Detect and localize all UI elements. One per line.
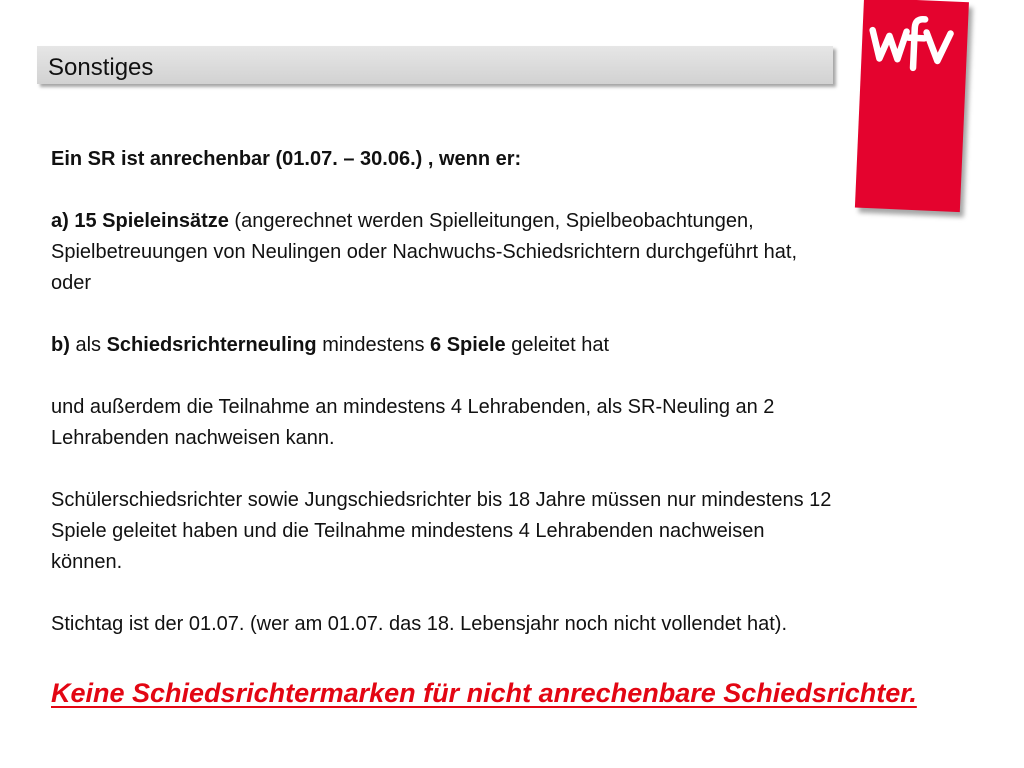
condition-b-text-3: geleitet hat [505,334,610,356]
page-title: Sonstiges [48,54,154,81]
spacer [51,454,981,485]
content-body [51,144,981,640]
condition-b [51,330,981,361]
lehrabende-line-2: Lehrabenden nachweisen kann. [51,427,335,449]
condition-b-text-2: mindestens [316,334,431,356]
condition-a-text: (angerechnet werden Spielleitungen, Spielbeobachtungen, [228,210,754,232]
condition-b-bold-term: Schiedsrichterneuling [106,334,317,356]
condition-b-bold-count: 6 Spiele [430,334,506,356]
condition-b-label: b) [51,334,70,356]
stichtag-line: Stichtag ist der 01.07. (wer am 01.07. das 18. Lebensjahr noch nicht vollendet hat). [51,613,787,635]
wfv-logo-icon [867,8,962,82]
spacer [51,175,981,206]
schueler-line-1: Schülerschiedsrichter sowie Jungschiedsrichter bis 18 Jahre müssen nur mindestens 12 [51,489,832,511]
condition-a-line-2: Spielbetreuungen von Neulingen oder Nachwuchs-Schiedsrichtern durchgeführt hat, [51,241,798,263]
section-title-bar [37,46,833,84]
condition-a-line-3: oder [51,272,92,294]
spacer [51,578,981,609]
condition-b-text: als [69,334,107,356]
spacer [51,361,981,392]
notice-text: Keine Schiedsrichtermarken für nicht anrechenbare Schiedsrichter. [51,678,917,708]
condition-a [51,206,981,237]
condition-a-label: a) 15 Spieleinsätze [51,210,229,232]
lehrabende-line-1: und außerdem die Teilnahme an mindestens 4 Lehrabenden, als SR-Neuling an 2 [51,396,775,418]
spacer [51,299,981,330]
schueler-line-2: Spiele geleitet haben und die Teilnahme mindestens 4 Lehrabenden nachweisen [51,520,765,542]
intro-text: Ein SR ist anrechenbar (01.07. – 30.06.) , wenn er: [51,148,522,170]
schueler-line-3: können. [51,551,123,573]
